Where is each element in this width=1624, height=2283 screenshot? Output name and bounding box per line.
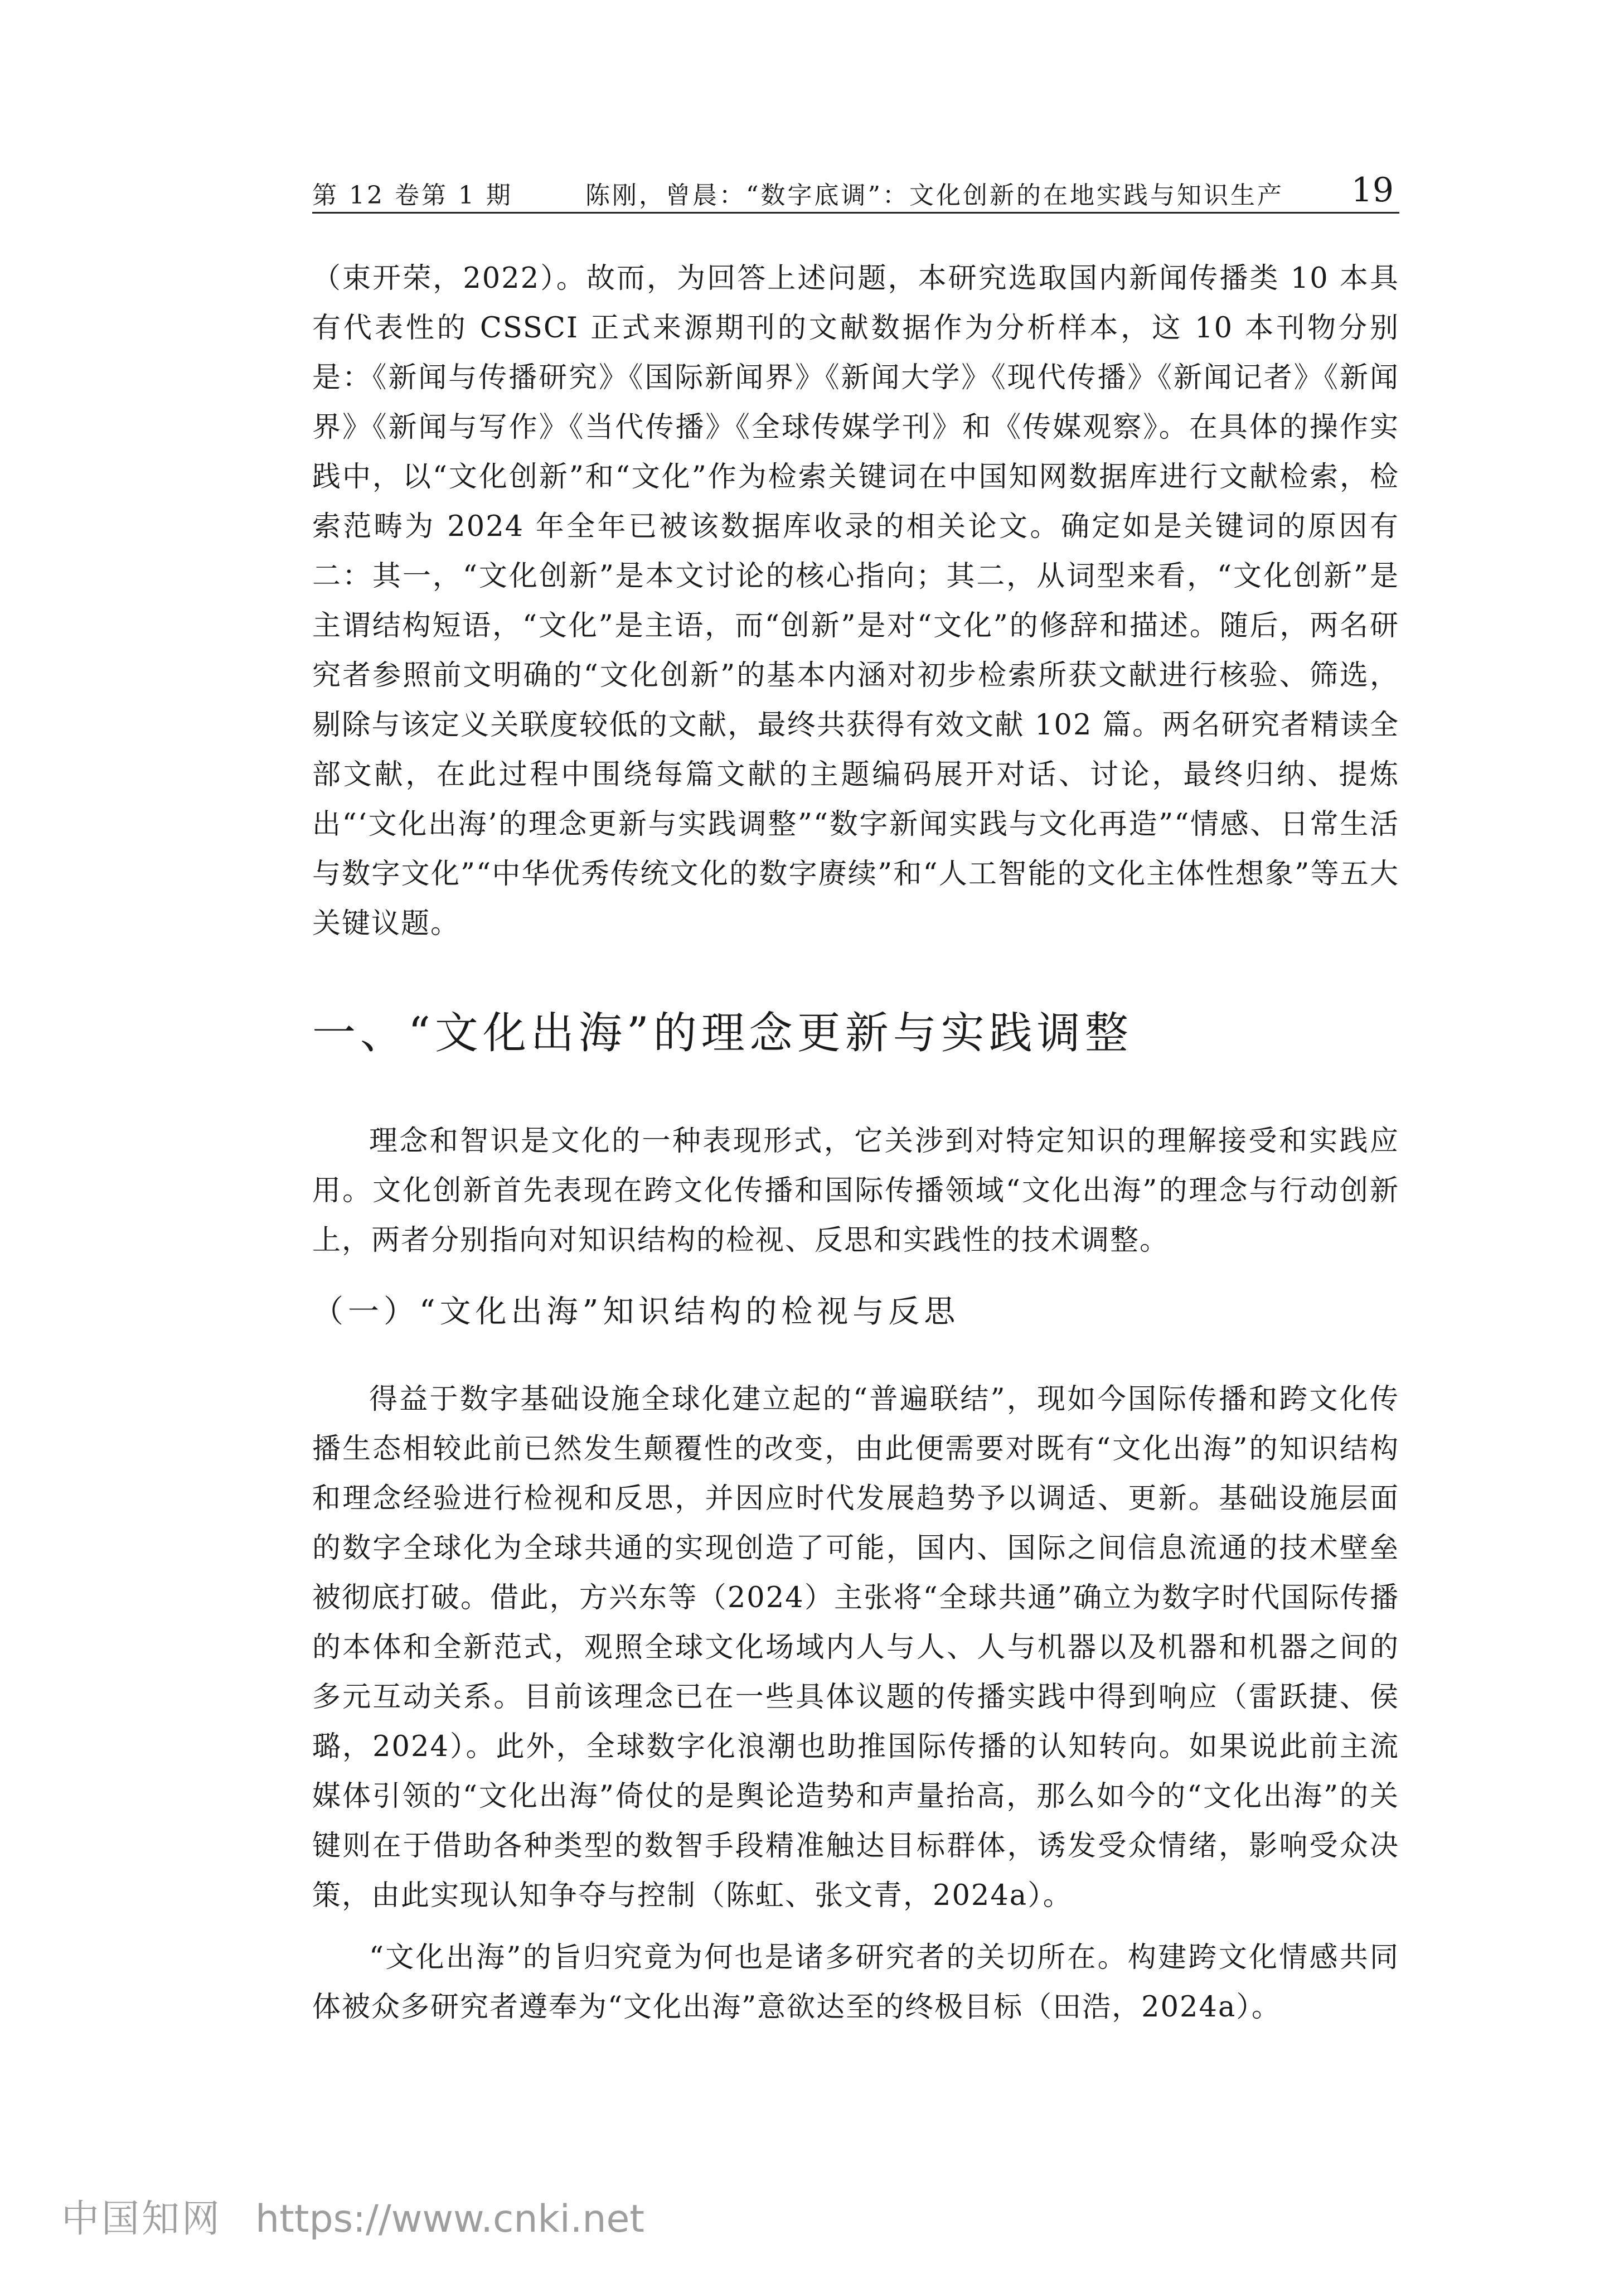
running-title: 陈刚，曾晨：“数字底调”：文化创新的在地实践与知识生产	[585, 181, 1284, 210]
watermark-url: https://www.cnki.net	[255, 2197, 644, 2241]
journal-issue: 第 12 卷第 1 期	[312, 181, 513, 210]
subsection-title: （一）“文化出海”知识结构的检视与反思	[312, 1294, 960, 1330]
cnki-watermark	[61, 2189, 644, 2243]
watermark-name: 中国知网	[61, 2197, 222, 2241]
paragraph-knowledge-structure: 得益于数字基础设施全球化建立起的“普遍联结”，现如今国际传播和跨文化传播生态相较此前已然发生颠覆性的改变，由此便需要对既有“文化出海”的知识结构和理念经验进行检视和反思，并因应时代发展趋势予以调适、更新。基础设施层面的数字全球化为全球共通的实现创造了可能，国内、国际之间信息流通的技术壁垒被彻底打破。借此，方兴东等（2024）主张将“全球共通”确立为数字时代国际传播的本体和全新范式，观照全球文化场域内人与人、人与机器以及机器和机器之间的多元互动关系。目前该理念已在一些具体议题的传播实践中得到响应（雷跃捷、侯璐，2024）。此外，全球数字化浪潮也助推国际传播的认知转向。如果说此前主流媒体引领的“文化出海”倚仗的是舆论造势和声量抬高，那么如今的“文化出海”的关键则在于借助各种类型的数智手段精准触达目标群体，诱发受众情绪，影响受众决策，由此实现认知争夺与控制（陈虹、张文青，2024a）。	[312, 1383, 1399, 1912]
paragraph-section-intro: 理念和智识是文化的一种表现形式，它关涉到对特定知识的理解接受和实践应用。文化创新首先表现在跨文化传播和国际传播领域“文化出海”的理念与行动创新上，两者分别指向对知识结构的检视、反思和实践性的技术调整。	[312, 1125, 1399, 1257]
paragraph-methodology: （束开荣，2022）。故而，为回答上述问题，本研究选取国内新闻传播类 10 本具有代表性的 CSSCI 正式来源期刊的文献数据作为分析样本，这 10 本刊物分别是：《新闻与传播研究》《国际新闻界》《新闻大学》《现代传播》《新闻记者》《新闻界》《新闻与写作》《当代传播》《全球传媒学刊》和《传媒观察》。在具体的操作实践中，以“文化创新”和“文化”作为检索关键词在中国知网数据库进行文献检索，检索范畴为 2024 年全年已被该数据库收录的相关论文。确定如是关键词的原因有二：其一，“文化创新”是本文讨论的核心指向；其二，从词型来看，“文化创新”是主谓结构短语，“文化”是主语，而“创新”是对“文化”的修辞和描述。随后，两名研究者参照前文明确的“文化创新”的基本内涵对初步检索所获文献进行核验、筛选，剔除与该定义关联度较低的文献，最终共获得有效文献 102 篇。两名研究者精读全部文献，在此过程中围绕每篇文献的主题编码展开对话、讨论，最终归纳、提炼出“‘文化出海’的理念更新与实践调整”“数字新闻实践与文化再造”“情感、日常生活与数字文化”“中华优秀传统文化的数字赓续”和“人工智能的文化主体性想象”等五大关键议题。	[312, 262, 1399, 940]
paragraph-cultural-goal: “文化出海”的旨归究竟为何也是诸多研究者的关切所在。构建跨文化情感共同体被众多研究者遵奉为“文化出海”意欲达至的终极目标（田浩，2024a）。	[312, 1941, 1399, 2024]
running-header	[312, 167, 1399, 214]
page-number: 19	[1351, 171, 1394, 210]
section-title: 一、“文化出海”的理念更新与实践调整	[312, 1008, 1133, 1058]
